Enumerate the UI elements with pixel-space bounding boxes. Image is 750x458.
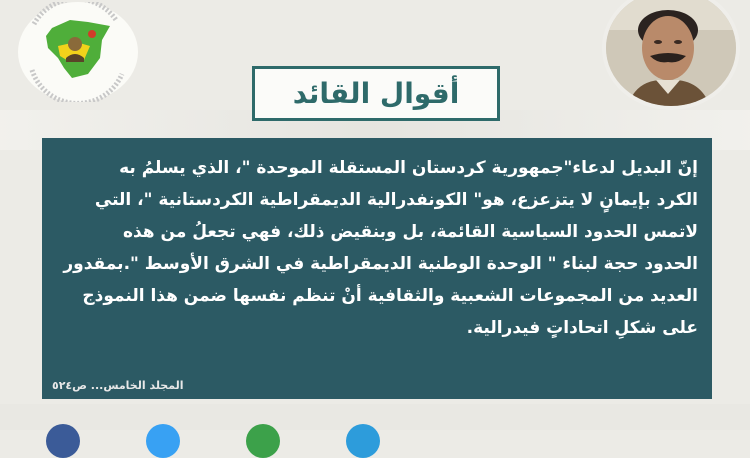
quote-line: الكرد بإيمانٍ لا يتزعزع، هو" الكونفدرالية الديمقراطية الكردستانية "، التي <box>94 190 698 210</box>
bottom-bar <box>0 404 750 430</box>
quote-line: لاتمس الحدود السياسية القائمة، بل وبنقيض ذلك، فهي تجعلُ من هذه <box>122 222 698 242</box>
whatsapp-icon[interactable] <box>246 424 280 458</box>
leader-portrait-icon <box>602 0 740 110</box>
quote-line: الحدود حجة لبناء " الوحدة الوطنية الديمقراطية في الشرق الأوسط ".بمقدور <box>63 254 698 274</box>
quote-line: على شكلِ اتحاداتٍ فيدرالية. <box>466 318 698 338</box>
quote-panel <box>42 138 712 399</box>
title-box <box>252 66 500 121</box>
quote-line: إنّ البديل لدعاء"جمهورية كردستان المستقلة الموحدة "، الذي يسلمُ به <box>119 158 698 178</box>
twitter-icon[interactable] <box>146 424 180 458</box>
telegram-icon[interactable] <box>346 424 380 458</box>
organization-logo-icon <box>18 2 138 102</box>
facebook-icon[interactable] <box>46 424 80 458</box>
quote-source: المجلد الخامس... ص٥٢٤ <box>52 379 184 392</box>
page-title: أقوال القائد <box>292 77 460 110</box>
quote-line: العديد من المجموعات الشعبية والثقافية أنْ تنظم نفسها ضمن هذا النموذج <box>82 286 698 306</box>
quote-text <box>56 152 698 344</box>
